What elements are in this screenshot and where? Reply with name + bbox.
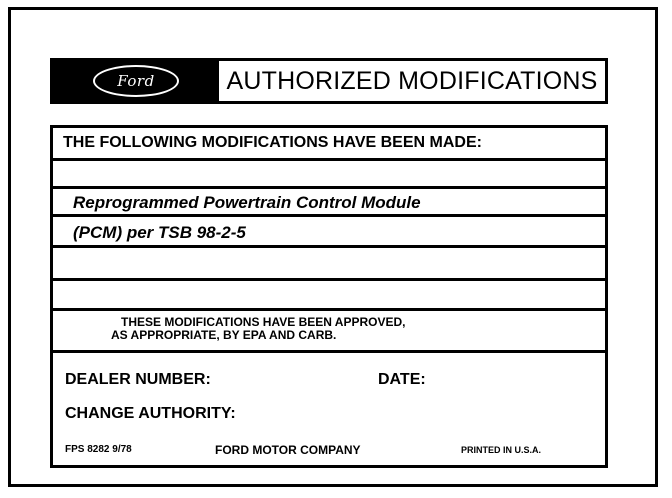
header-title: AUTHORIZED MODIFICATIONS: [226, 66, 598, 95]
approval-row: [53, 311, 605, 353]
blank-row-3: [53, 281, 605, 311]
modification-row-2: [53, 217, 605, 248]
blank-row-2: [53, 248, 605, 281]
header-banner: [50, 58, 608, 104]
logo-text: Ford: [117, 72, 155, 90]
modification-line-2: (PCM) per TSB 98-2-5: [73, 223, 246, 242]
modification-line-1: Reprogrammed Powertrain Control Module: [73, 193, 421, 212]
modifications-table: [50, 125, 608, 468]
company-name: FORD MOTOR COMPANY: [215, 443, 361, 457]
ford-logo: [53, 61, 219, 101]
blank-row-1: [53, 161, 605, 189]
ford-oval-icon: [93, 65, 179, 97]
change-authority-label: CHANGE AUTHORITY:: [65, 405, 236, 422]
printed-in: PRINTED IN U.S.A.: [461, 445, 542, 455]
heading-text: THE FOLLOWING MODIFICATIONS HAVE BEEN MADE:: [63, 134, 482, 151]
dealer-number-label: DEALER NUMBER:: [65, 371, 211, 388]
approval-line-1: THESE MODIFICATIONS HAVE BEEN APPROVED,: [121, 315, 406, 329]
date-label: DATE:: [378, 371, 426, 388]
modification-row-1: [53, 189, 605, 217]
form-number: FPS 8282 9/78: [65, 444, 132, 455]
heading-row: [53, 128, 605, 161]
approval-line-2: AS APPROPRIATE, BY EPA AND CARB.: [111, 328, 337, 342]
